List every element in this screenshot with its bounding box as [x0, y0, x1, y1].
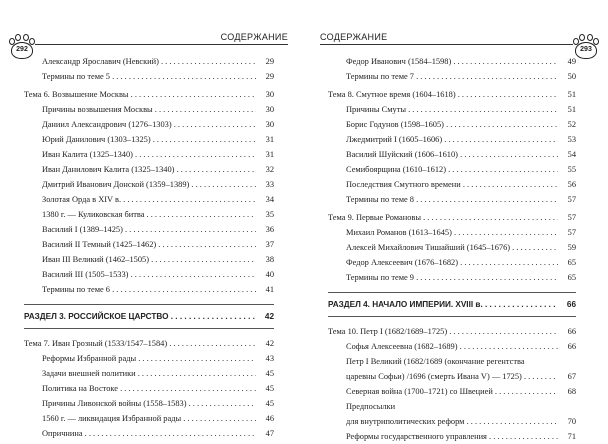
toc-entry-page: 57	[567, 195, 576, 204]
toc-entry-title: Иван Калита (1325–1340) . . .	[24, 147, 256, 162]
header-rule	[35, 44, 288, 45]
toc-entry[interactable]	[328, 297, 576, 312]
toc-entry-title: для внутриполитических реформ . . .	[328, 414, 558, 429]
toc-entry-page: 42	[264, 312, 274, 321]
toc-entry[interactable]	[328, 87, 576, 102]
toc-entry-title: Термины по теме 5 . . .	[24, 69, 256, 84]
toc-entry-page: 68	[567, 387, 576, 396]
toc-entry-page: 36	[265, 225, 274, 234]
toc-entry-page: 66	[567, 327, 576, 336]
toc-entry-page: 45	[265, 369, 274, 378]
toc-entry-title: Александр Ярославич (Невский) . . .	[24, 54, 256, 69]
toc-entry[interactable]	[328, 354, 576, 369]
toc-entry-title: Термины по теме 8 . . .	[328, 192, 558, 207]
toc-entry[interactable]	[24, 336, 274, 351]
section-rule	[24, 304, 274, 305]
toc-entry-page: 31	[265, 135, 274, 144]
toc-entry-title: Федор Алексеевич (1676–1682) . . .	[328, 255, 558, 270]
toc-entry-page: 35	[265, 210, 274, 219]
toc-entry-page: 67	[567, 372, 576, 381]
toc-entry[interactable]	[24, 366, 274, 381]
toc-entry-page: 30	[265, 105, 274, 114]
toc-list	[328, 54, 576, 444]
toc-entry-page: 65	[567, 273, 576, 282]
toc-entry[interactable]	[328, 192, 576, 207]
toc-entry[interactable]	[328, 384, 576, 399]
toc-entry[interactable]	[328, 255, 576, 270]
toc-entry-page: 51	[567, 90, 576, 99]
toc-entry-title: Иван III Великий (1462–1505) . . .	[24, 252, 256, 267]
toc-entry[interactable]	[24, 351, 274, 366]
toc-entry-title: Предпосылки	[346, 402, 396, 411]
toc-spacer	[328, 285, 576, 288]
toc-entry-title: Алексей Михайлович Тишайший (1645–1676) . . .	[328, 240, 558, 255]
toc-entry-page: 52	[567, 120, 576, 129]
header-rule	[320, 44, 573, 45]
toc-entry-title: 1560 г. — ликвидация Избранной рады . . .	[24, 411, 256, 426]
toc-entry-title: Василий I (1389–1425) . . .	[24, 222, 256, 237]
toc-entry-page: 30	[265, 120, 274, 129]
toc-entry[interactable]	[24, 267, 274, 282]
toc-entry-page: 53	[567, 135, 576, 144]
toc-entry-title: Тема 6. Возвышение Москвы . . .	[24, 87, 256, 102]
toc-entry-page: 54	[567, 150, 576, 159]
toc-entry-page: 33	[265, 180, 274, 189]
toc-entry-page: 42	[265, 339, 274, 348]
toc-entry-title: Семибоярщина (1610–1612) . . .	[328, 162, 558, 177]
toc-entry-page: 71	[567, 432, 576, 441]
toc-entry-title: Борис Годунов (1598–1605) . . .	[328, 117, 558, 132]
toc-entry-page: 65	[567, 258, 576, 267]
toc-entry[interactable]	[328, 162, 576, 177]
section-rule	[24, 328, 274, 329]
toc-entry-page: 66	[566, 300, 576, 309]
toc-entry[interactable]	[328, 147, 576, 162]
toc-entry-title: Петр I Великий (1682/1689 (окончание регентства	[346, 357, 525, 366]
toc-entry-page: 29	[265, 57, 274, 66]
toc-entry[interactable]	[328, 132, 576, 147]
toc-entry[interactable]	[24, 207, 274, 222]
toc-entry-title: Василий II Темный (1425–1462) . . .	[24, 237, 256, 252]
toc-entry[interactable]	[24, 54, 274, 69]
toc-entry[interactable]	[24, 309, 274, 324]
toc-entry-page: 45	[265, 399, 274, 408]
toc-entry-title: РАЗДЕЛ 3. РОССИЙСКОЕ ЦАРСТВО . . .	[24, 309, 256, 324]
toc-entry-title: Даниил Александрович (1276–1303) . . .	[24, 117, 256, 132]
toc-entry-title: Золотая Орда в XIV в. . . .	[24, 192, 256, 207]
toc-entry[interactable]	[328, 117, 576, 132]
toc-entry[interactable]	[328, 102, 576, 117]
toc-entry[interactable]	[24, 102, 274, 117]
toc-entry[interactable]	[24, 282, 274, 297]
toc-entry[interactable]	[328, 240, 576, 255]
page-number: 292	[16, 46, 28, 53]
toc-entry-title: Причины возвышения Москвы . . .	[24, 102, 256, 117]
toc-entry-title: Софья Алексеевна (1682–1689) . . .	[328, 339, 558, 354]
toc-entry-page: 46	[265, 414, 274, 423]
paw-icon	[572, 34, 600, 60]
toc-entry[interactable]	[328, 225, 576, 240]
toc-entry-title: Реформы Избранной рады . . .	[24, 351, 256, 366]
toc-entry-page: 32	[265, 165, 274, 174]
toc-entry[interactable]	[24, 426, 274, 441]
toc-spacer	[24, 297, 274, 300]
toc-entry[interactable]	[24, 117, 274, 132]
toc-entry[interactable]	[328, 177, 576, 192]
toc-entry-title: Василий Шуйский (1606–1610) . . .	[328, 147, 558, 162]
toc-entry-page: 31	[265, 150, 274, 159]
toc-entry-title: царевны Софьи) /1696 (смерть Ивана V) — 1725) . . .	[328, 369, 558, 384]
toc-entry-page: 47	[265, 429, 274, 438]
toc-entry-title: Термины по теме 9 . . .	[328, 270, 558, 285]
toc-entry-page: 40	[265, 270, 274, 279]
toc-list	[24, 54, 274, 441]
toc-entry-title: Иван Данилович Калита (1325–1340) . . .	[24, 162, 256, 177]
toc-entry[interactable]	[328, 399, 576, 414]
toc-entry-page: 57	[567, 228, 576, 237]
left-page	[0, 0, 300, 437]
toc-entry[interactable]	[328, 339, 576, 354]
toc-entry-page: 59	[567, 243, 576, 252]
toc-entry-page: 37	[265, 240, 274, 249]
toc-entry-title: Северная война (1700–1721) со Швецией . . .	[328, 384, 558, 399]
toc-entry-title: Дмитрий Иванович Донской (1359–1389) . . .	[24, 177, 256, 192]
toc-entry-page: 29	[265, 72, 274, 81]
toc-entry-title: 1380 г. — Куликовская битва . . .	[24, 207, 256, 222]
section-rule	[328, 292, 576, 293]
toc-entry-title: Термины по теме 7 . . .	[328, 69, 558, 84]
toc-entry[interactable]	[328, 270, 576, 285]
toc-entry[interactable]	[328, 54, 576, 69]
toc-entry[interactable]	[24, 147, 274, 162]
toc-entry-title: РАЗДЕЛ 4. НАЧАЛО ИМПЕРИИ. XVIII в. . . .	[328, 297, 558, 312]
toc-entry[interactable]	[24, 162, 274, 177]
toc-entry-page: 45	[265, 384, 274, 393]
toc-entry-title: Причины Ливонской войны (1558–1583) . . .	[24, 396, 256, 411]
toc-entry-title: Термины по теме 6 . . .	[24, 282, 256, 297]
toc-entry[interactable]	[328, 414, 576, 429]
toc-entry-title: Федор Иванович (1584–1598) . . .	[328, 54, 558, 69]
right-page	[308, 0, 608, 441]
toc-entry-title: Тема 9. Первые Романовы . . .	[328, 210, 558, 225]
toc-entry-title: Тема 7. Иван Грозный (1533/1547–1584) . . .	[24, 336, 256, 351]
toc-entry-page: 38	[265, 255, 274, 264]
toc-entry[interactable]	[24, 222, 274, 237]
toc-entry-title: Тема 8. Смутное время (1604–1618) . . .	[328, 87, 558, 102]
toc-entry-page: 66	[567, 342, 576, 351]
toc-entry[interactable]	[328, 210, 576, 225]
toc-entry[interactable]	[328, 69, 576, 84]
toc-entry-title: Политика на Востоке . . .	[24, 381, 256, 396]
toc-entry-page: 49	[567, 57, 576, 66]
toc-entry-title: Задачи внешней политики . . .	[24, 366, 256, 381]
toc-entry-title: Тема 10. Петр I (1682/1689–1725) . . .	[328, 324, 558, 339]
toc-entry-title: Реформы государственного управления . . .	[328, 429, 558, 444]
toc-entry[interactable]	[24, 132, 274, 147]
toc-entry-page: 41	[265, 285, 274, 294]
running-header: СОДЕРЖАНИЕ	[320, 32, 388, 42]
section-rule	[328, 316, 576, 317]
toc-entry-page: 51	[567, 105, 576, 114]
toc-entry-page: 70	[567, 417, 576, 426]
toc-entry-title: Опричнина . . .	[24, 426, 256, 441]
toc-entry[interactable]	[328, 369, 576, 384]
toc-entry[interactable]	[24, 192, 274, 207]
toc-entry[interactable]	[24, 252, 274, 267]
running-header: СОДЕРЖАНИЕ	[220, 32, 288, 42]
toc-entry[interactable]	[24, 381, 274, 396]
toc-entry-page	[558, 399, 576, 414]
toc-entry-page	[558, 354, 576, 369]
page-number: 293	[580, 46, 592, 53]
toc-entry-title: Последствия Смутного времени . . .	[328, 177, 558, 192]
toc-entry-title: Причины Смуты . . .	[328, 102, 558, 117]
toc-entry[interactable]	[24, 396, 274, 411]
toc-entry[interactable]	[24, 177, 274, 192]
toc-entry-page: 43	[265, 354, 274, 363]
toc-entry[interactable]	[24, 69, 274, 84]
toc-entry-page: 55	[567, 165, 576, 174]
toc-entry-title: Лжедмитрий I (1605–1606) . . .	[328, 132, 558, 147]
toc-entry-page: 56	[567, 180, 576, 189]
toc-entry-title: Михаил Романов (1613–1645) . . .	[328, 225, 558, 240]
toc-entry[interactable]	[24, 237, 274, 252]
toc-entry-title: Василий III (1505–1533) . . .	[24, 267, 256, 282]
toc-entry-title: Юрий Данилович (1303–1325) . . .	[24, 132, 256, 147]
toc-entry-page: 34	[265, 195, 274, 204]
toc-entry-page: 57	[567, 213, 576, 222]
toc-entry[interactable]	[24, 87, 274, 102]
toc-entry[interactable]	[328, 324, 576, 339]
toc-entry-page: 30	[265, 90, 274, 99]
toc-entry-page: 50	[567, 72, 576, 81]
toc-entry[interactable]	[24, 411, 274, 426]
